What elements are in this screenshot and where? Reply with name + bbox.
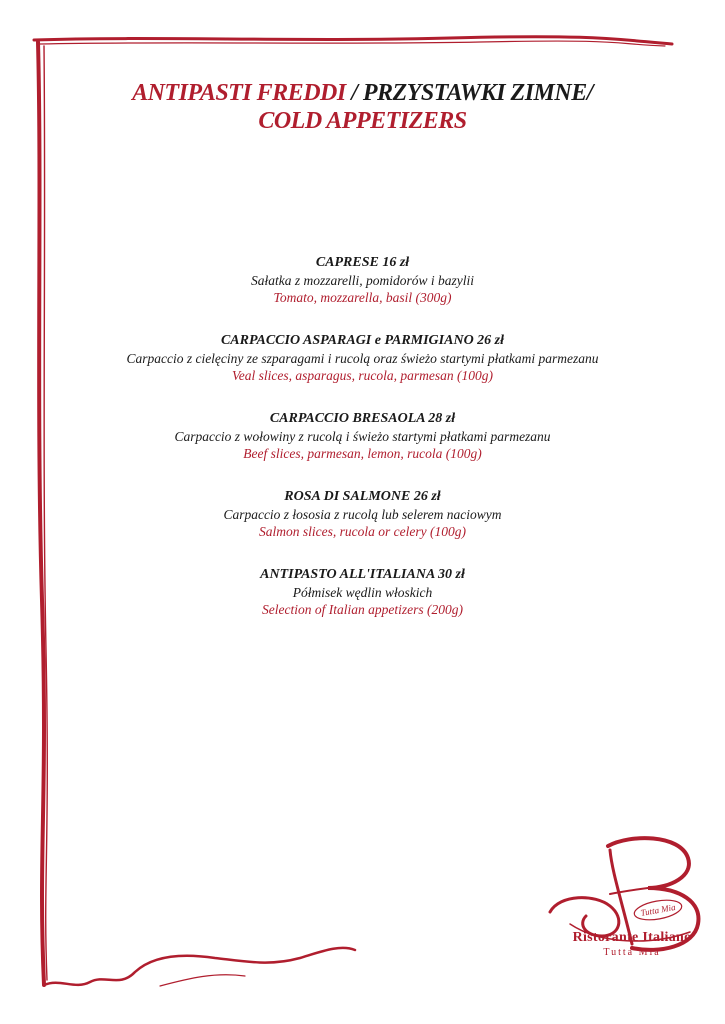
logo-name: Ristorante Italiano <box>572 930 692 945</box>
menu-item-description-en: Salmon slices, rucola or celery (100g) <box>259 524 466 539</box>
menu-item-rosa-di-salmone <box>0 488 725 540</box>
menu-item-description-pl: Carpaccio z cielęciny ze szparagami i rucolą oraz świeżo startymi płatkami parmezanu <box>126 351 599 366</box>
menu-item-caprese <box>0 254 725 306</box>
menu-item-description-en: Selection of Italian appetizers (200g) <box>262 602 463 617</box>
title-italian: ANTIPASTI FREDDI <box>132 80 346 106</box>
menu-list <box>0 254 725 644</box>
menu-item-antipasto-allitaliana <box>0 566 725 618</box>
menu-item-name: ROSA DI SALMONE 26 zł <box>284 489 441 504</box>
menu-item-carpaccio-bresaola <box>0 410 725 462</box>
menu-item-description-en: Veal slices, asparagus, rucola, parmesan (100g) <box>232 368 493 383</box>
menu-item-name: CARPACCIO BRESAOLA 28 zł <box>269 411 456 426</box>
title-polish: / PRZYSTAWKI ZIMNE/ <box>345 80 593 106</box>
menu-item-description-pl: Carpaccio z łososia z rucolą lub selerem naciowym <box>223 507 502 522</box>
menu-item-description-pl: Carpaccio z wołowiny z rucolą i świeżo startymi płatkami parmezanu <box>174 429 551 444</box>
page-title-line-2 <box>0 108 725 135</box>
logo-badge-text: Tutta Mia <box>639 902 677 918</box>
menu-item-name: ANTIPASTO ALL'ITALIANA 30 zł <box>260 567 465 582</box>
page-title-line-1 <box>0 80 725 107</box>
title-english: COLD APPETIZERS <box>258 108 467 134</box>
menu-item-description-pl: Półmisek wędlin włoskich <box>292 585 433 600</box>
menu-item-description-en: Tomato, mozzarella, basil (300g) <box>273 290 452 305</box>
menu-item-description-en: Beef slices, parmesan, lemon, rucola (100g) <box>243 446 482 461</box>
menu-item-description-pl: Sałatka z mozzarelli, pomidorów i bazylii <box>250 273 474 288</box>
menu-item-carpaccio-asparagi <box>0 332 725 384</box>
logo-tagline: Tutta Mia <box>603 947 661 958</box>
menu-item-name: CAPRESE 16 zł <box>315 255 410 270</box>
menu-item-name: CARPACCIO ASPARAGI e PARMIGIANO 26 zł <box>220 333 505 348</box>
